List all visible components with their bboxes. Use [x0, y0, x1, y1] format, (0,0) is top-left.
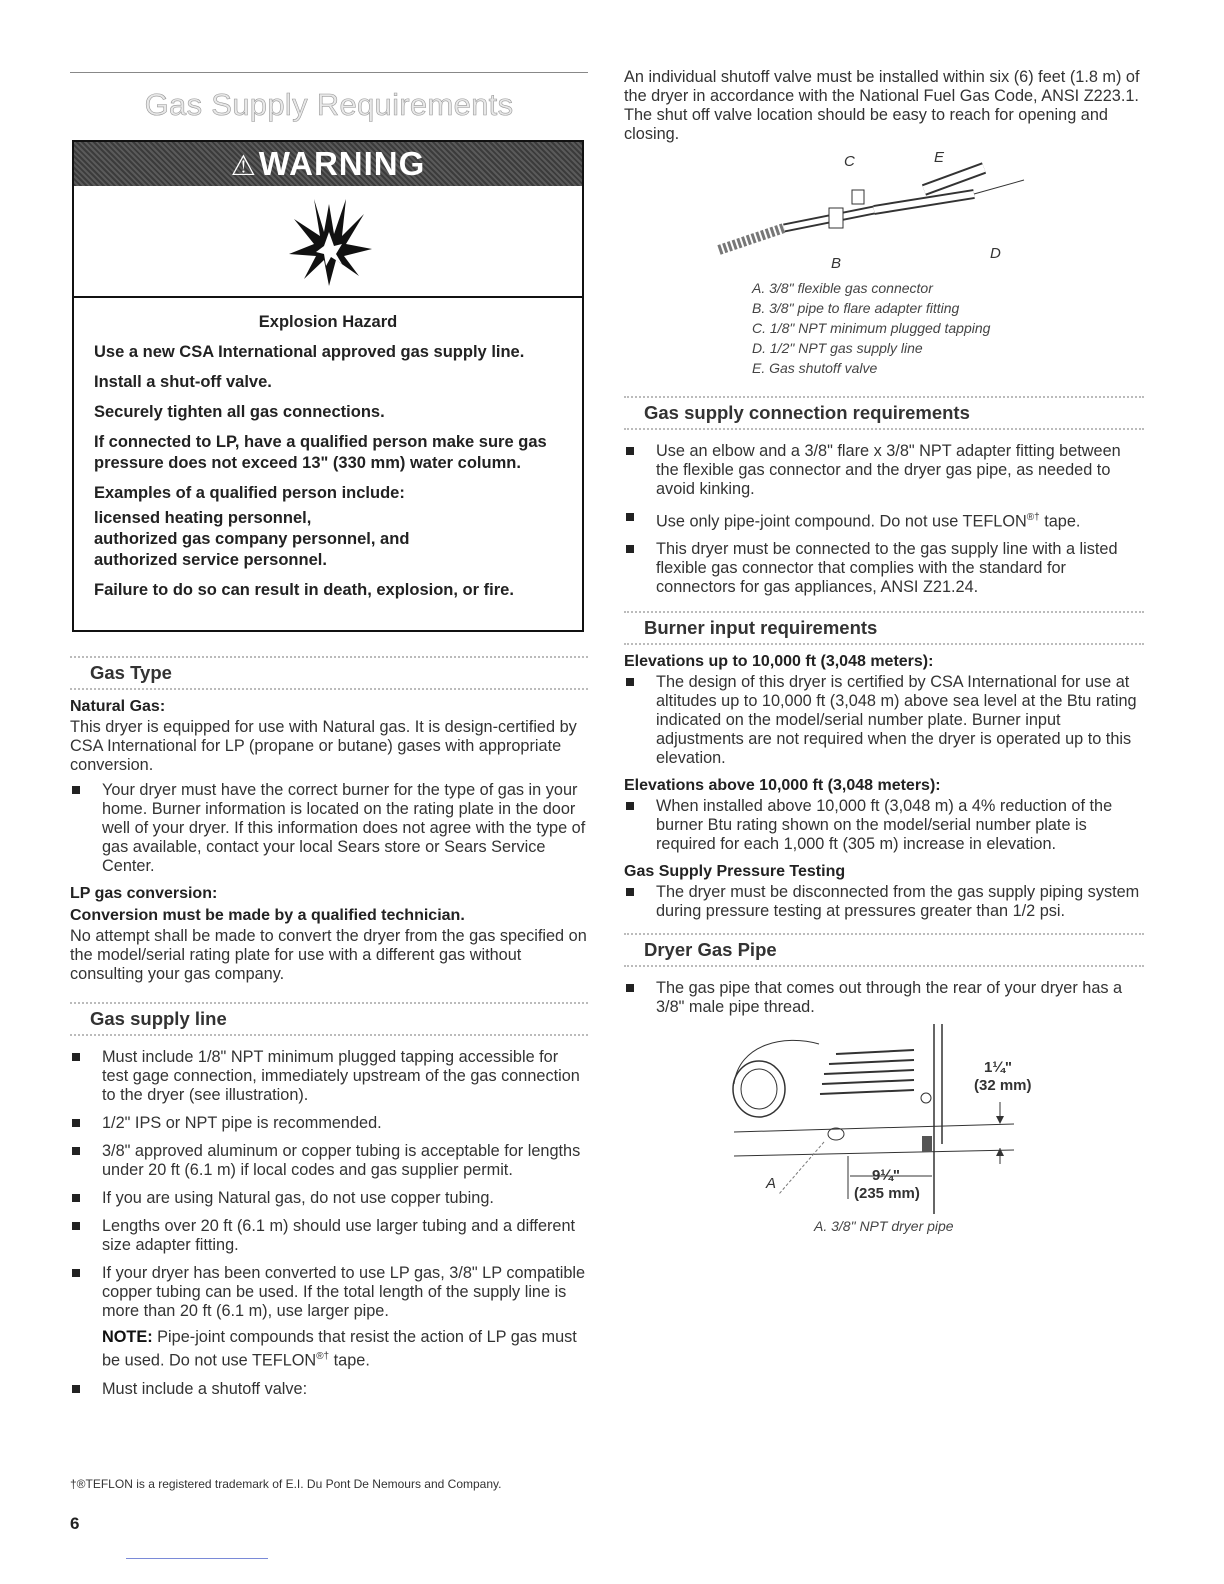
fig2-dim2: 9¼"	[872, 1167, 900, 1185]
list-item: When installed above 10,000 ft (3,048 m) a 4% reduction of the burner Btu rating shown on the model/serial number plate is required for each 1,000 ft (305 m) increase in elevation.	[624, 797, 1144, 854]
elev-above-label: Elevations above 10,000 ft (3,048 meters):	[624, 777, 941, 795]
fig1-label-c: C	[844, 153, 855, 170]
list-item: Use an elbow and a 3/8" flare x 3/8" NPT adapter fitting between the flexible gas connector and the dryer gas pipe, as needed to avoid kinking.	[624, 442, 1144, 499]
fig1-caption: C. 1/8" NPT minimum plugged tapping	[752, 320, 991, 336]
explosion-icon-area	[74, 186, 582, 298]
fig2-dim2b: (235 mm)	[854, 1185, 920, 1203]
warning-line: Failure to do so can result in death, explosion, or fire.	[94, 581, 514, 599]
fig1-caption: E. Gas shutoff valve	[752, 360, 878, 376]
warning-line: Securely tighten all gas connections.	[94, 403, 385, 421]
natural-gas-text: This dryer is equipped for use with Natural gas. It is design-certified by CSA International for LP (propane or butane) gases with appropriate conversion.	[70, 718, 577, 774]
list-item: If you are using Natural gas, do not use copper tubing.	[70, 1189, 588, 1208]
page-number: 6	[70, 1514, 80, 1533]
fig1-label-d: D	[990, 245, 1001, 262]
left-column	[70, 656, 588, 1408]
dryer-pipe-heading: Dryer Gas Pipe	[624, 933, 1144, 967]
connection-req-heading: Gas supply connection requirements	[624, 396, 1144, 430]
fig1-label-b: B	[831, 255, 842, 270]
supply-line-list-end	[70, 1380, 588, 1399]
warning-triangle-icon: ⚠	[230, 150, 257, 181]
gas-connection-diagram	[624, 150, 1144, 270]
warning-line: If connected to LP, have a qualified person make sure gas pressure does not exceed 13" (330 mm) water column.	[94, 433, 547, 472]
list-item: Must include a shutoff valve:	[70, 1380, 588, 1399]
warning-header	[74, 142, 582, 186]
list-item: 1/2" IPS or NPT pipe is recommended.	[70, 1114, 588, 1133]
fig2-label-a: A	[766, 1175, 777, 1193]
warning-line: Use a new CSA International approved gas supply line.	[94, 343, 525, 361]
gas-type-heading: Gas Type	[70, 656, 588, 690]
list-item: 3/8" approved aluminum or copper tubing is acceptable for lengths under 20 ft (6.1 m) if local codes and gas supplier permit.	[70, 1142, 588, 1180]
natural-gas-label: Natural Gas:	[70, 698, 166, 715]
supply-line-list	[70, 1048, 588, 1321]
list-item-tail: tape.	[1039, 512, 1081, 531]
list-item-text: Use only pipe-joint compound. Do not use TEFLON	[656, 512, 1027, 531]
note-text: Pipe-joint compounds that resist the action of LP gas must be used. Do not use TEFLON	[102, 1328, 577, 1370]
list-item: The gas pipe that comes out through the rear of your dryer has a 3/8" male pipe thread.	[624, 979, 1144, 1017]
warning-line-part: authorized gas company personnel, and	[94, 530, 410, 548]
dryer-pipe-diagram	[624, 1024, 1144, 1224]
warning-line-part: authorized service personnel.	[94, 551, 327, 569]
elev-above-list	[624, 797, 1144, 854]
list-item	[624, 508, 1144, 531]
supply-line-heading: Gas supply line	[70, 1002, 588, 1036]
right-column	[624, 68, 1144, 1236]
warning-line	[94, 508, 562, 571]
list-item: The design of this dryer is certified by CSA International for use at altitudes up to 10,000 ft (3,048 m) above sea level at the Btu rating indicated on the model/serial number plate. Burner input adjustments are not required when the dryer is operated up to this elevation.	[624, 673, 1144, 768]
pressure-list	[624, 883, 1144, 921]
warning-header-text: WARNING	[258, 145, 426, 182]
note-label: NOTE:	[102, 1328, 153, 1346]
lp-sub: Conversion must be made by a qualified technician.	[70, 907, 465, 924]
warning-line-part: licensed heating personnel,	[94, 509, 312, 527]
fig2-dim1: 1¼"	[984, 1059, 1012, 1077]
list-item: Must include 1/8" NPT minimum plugged tapping accessible for test gage connection, immediately upstream of the gas connection to the dryer (see illustration).	[70, 1048, 588, 1105]
elev-up-label: Elevations up to 10,000 ft (3,048 meters):	[624, 653, 934, 671]
gas-type-list	[70, 781, 588, 876]
shutoff-intro: An individual shutoff valve must be installed within six (6) feet (1.8 m) of the dryer in accordance with the National Fuel Gas Code, ANSI Z223.1. The shut off valve location should be easy to reach for opening and closing.	[624, 68, 1140, 143]
trademark-mark: ®†	[1026, 512, 1040, 523]
connection-req-list	[624, 442, 1144, 597]
warning-line: Examples of a qualified person include:	[94, 484, 405, 502]
fig1-caption: B. 3/8" pipe to flare adapter fitting	[752, 300, 960, 316]
fig1-label-e: E	[934, 150, 945, 166]
lp-text: No attempt shall be made to convert the dryer from the gas specified on the model/serial rating plate for use with a different gas without consulting your gas company.	[70, 927, 587, 983]
trademark-mark: ®†	[316, 1351, 330, 1362]
explosion-icon	[284, 194, 374, 294]
fig2-dim1b: (32 mm)	[974, 1077, 1032, 1095]
supply-note	[70, 1328, 588, 1370]
fig1-caption: D. 1/2" NPT gas supply line	[752, 340, 923, 356]
list-item: Lengths over 20 ft (6.1 m) should use larger tubing and a different size adapter fitting.	[70, 1217, 588, 1255]
burner-heading: Burner input requirements	[624, 611, 1144, 645]
note-tail: tape.	[329, 1351, 370, 1370]
dryer-pipe-list	[624, 979, 1144, 1017]
list-item: Your dryer must have the correct burner for the type of gas in your home. Burner information is located on the rating plate in the door well of your dryer. If this information does not agree with the type of gas available, contact your local Sears store or Sears Service Center.	[70, 781, 588, 876]
footnote: †®TEFLON is a registered trademark of E.I. Du Pont De Nemours and Company.	[70, 1477, 502, 1491]
lp-label: LP gas conversion:	[70, 885, 218, 902]
list-item: If your dryer has been converted to use LP gas, 3/8" LP compatible copper tubing can be used. If the total length of the supply line is more than 20 ft (6.1 m), use larger pipe.	[70, 1264, 588, 1321]
list-item: This dryer must be connected to the gas supply line with a listed flexible gas connector that complies with the standard for connectors for gas appliances, ANSI Z21.24.	[624, 540, 1144, 597]
fig2-caption: A. 3/8" NPT dryer pipe	[814, 1218, 954, 1235]
fig1-caption: A. 3/8" flexible gas connector	[752, 280, 933, 296]
warning-body	[74, 298, 582, 601]
bottom-divider	[126, 1558, 268, 1559]
hazard-title: Explosion Hazard	[258, 313, 398, 331]
pressure-label: Gas Supply Pressure Testing	[624, 863, 846, 881]
page-title: Gas Supply Requirements	[70, 72, 588, 123]
elev-up-list	[624, 673, 1144, 768]
warning-box	[72, 140, 584, 632]
warning-line: Install a shut-off valve.	[94, 373, 272, 391]
fig1-captions	[624, 278, 1144, 378]
list-item: The dryer must be disconnected from the gas supply piping system during pressure testing at pressures greater than 1/2 psi.	[624, 883, 1144, 921]
